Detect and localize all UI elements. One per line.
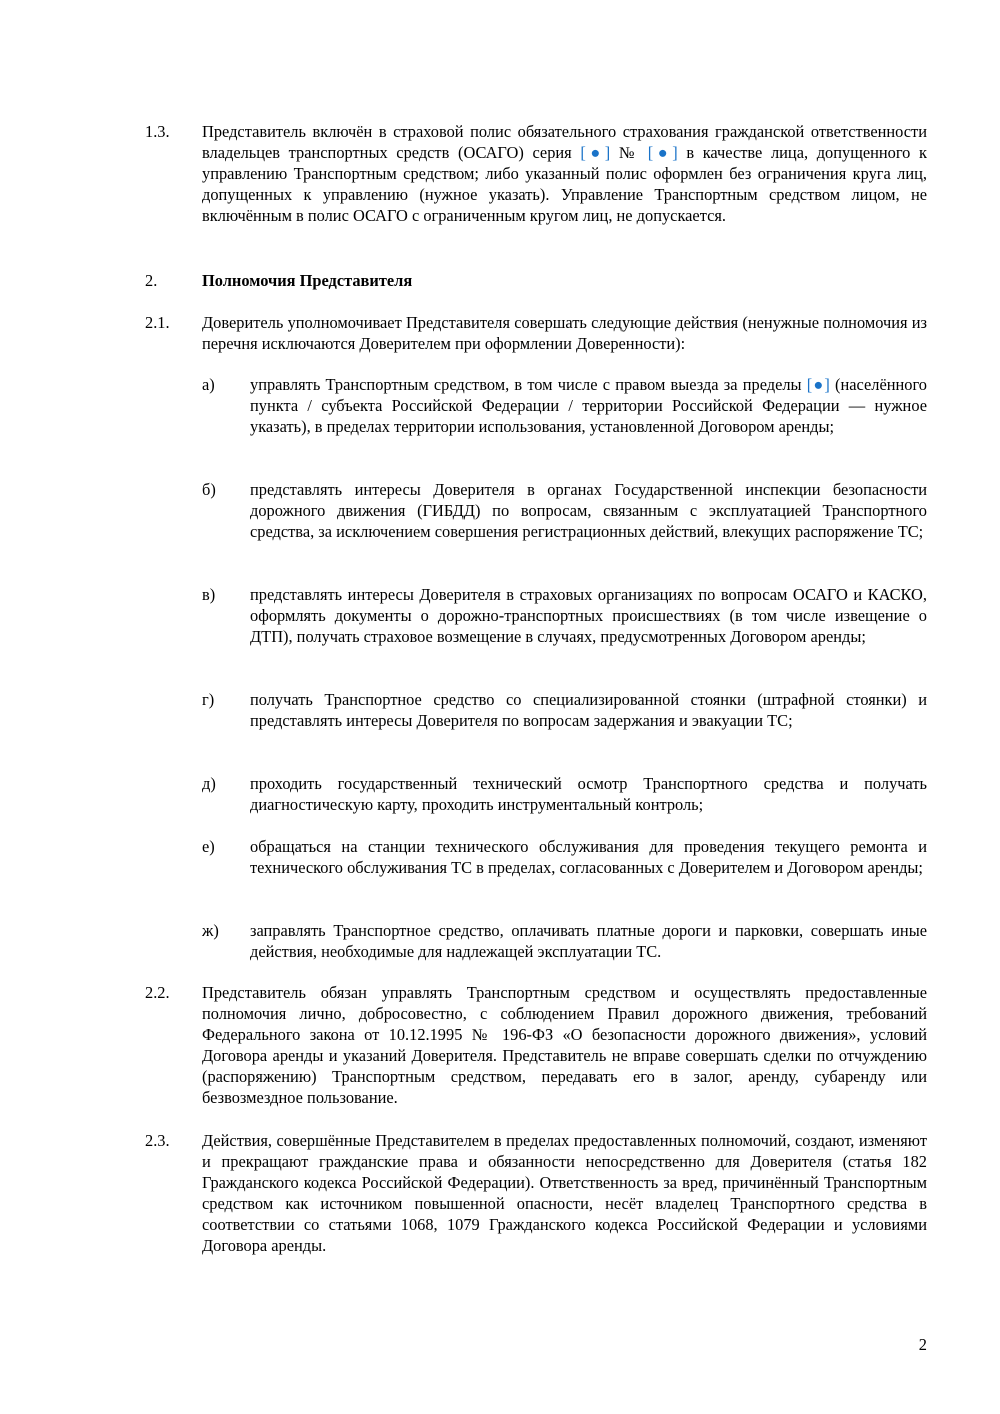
section-heading-2 bbox=[145, 270, 927, 291]
clause-text: Представитель обязан управлять Транспортным средством и осуществлять предоставленные полномочия лично, добросовестно, с соблюдением Правил дорожного движения, требований Федерального закона от 10.12.1995 № 196-ФЗ «О безопасности дорожного движения», условий Договора аренды и указаний Доверителя. Представитель не вправе совершать сделки по отчуждению (распоряжению) Транспортным средством, передавать его в залог, аренду, субаренду или безвозмездное пользование. bbox=[202, 983, 927, 1107]
list-item-letter: е) bbox=[202, 837, 215, 856]
list-item-text: управлять Транспортным средством, в том числе с правом выезда за пределы [●] (населённого пункта / субъекта Российской Федерации / территории Российской Федерации — нужное указать), в пределах территории использования, установленной Договором аренды; bbox=[250, 375, 927, 436]
list-item-letter: в) bbox=[202, 585, 216, 604]
clause-text: Действия, совершённые Представителем в пределах предоставленных полномочий, создают, изменяют и прекращают гражданские права и обязанности непосредственно для Доверителя (статья 182 Гражданского кодекса Российской Федерации). Ответственность за вред, причинённый Транспортным средством как источником повышенной опасности, несёт владелец Транспортного средства в соответствии со статьями 1068, 1079 Гражданского кодекса Российской Федерации и условиями Договора аренды. bbox=[202, 1131, 927, 1255]
list-item-text: заправлять Транспортное средство, оплачивать платные дороги и парковки, совершать иные действия, необходимые для надлежащей эксплуатации ТС. bbox=[250, 921, 927, 961]
clause-2-1 bbox=[145, 312, 927, 354]
section-number: 2. bbox=[145, 271, 158, 290]
clause-2-2 bbox=[145, 982, 927, 1108]
list-item-letter: ж) bbox=[202, 921, 219, 940]
list-item-g bbox=[202, 689, 927, 731]
clause-number: 2.1. bbox=[145, 313, 170, 332]
list-item-text: представлять интересы Доверителя в органах Государственной инспекции безопасности дорожного движения (ГИБДД) по вопросам, связанным с эксплуатацией Транспортного средства, за исключением совершения регистрационных действий, влекущих распоряжение ТС; bbox=[250, 480, 927, 541]
placeholder-series: [●] bbox=[580, 143, 611, 162]
clause-1-3 bbox=[145, 121, 927, 226]
list-item-text: проходить государственный технический осмотр Транспортного средства и получать диагностическую карту, проходить инструментальный контроль; bbox=[250, 774, 927, 814]
list-item-a bbox=[202, 374, 927, 437]
clause-text: Доверитель уполномочивает Представителя совершать следующие действия (ненужные полномочия из перечня исключаются Доверителем при оформлении Доверенности): bbox=[202, 313, 927, 353]
clause-number: 2.2. bbox=[145, 983, 170, 1002]
clause-number: 2.3. bbox=[145, 1131, 170, 1150]
list-item-b bbox=[202, 479, 927, 542]
list-item-d bbox=[202, 773, 927, 815]
list-item-e bbox=[202, 836, 927, 878]
clause-number: 1.3. bbox=[145, 122, 170, 141]
list-item-letter: г) bbox=[202, 690, 215, 709]
page-number: 2 bbox=[918, 1335, 927, 1354]
list-item-v bbox=[202, 584, 927, 647]
section-title: Полномочия Представителя bbox=[202, 271, 413, 290]
clause-text: Представитель включён в страховой полис обязательного страхования гражданской ответственности владельцев транспортных средств (ОСАГО) серия [●] № [●] в качестве лица, допущенного к управлению Транспортным средством; либо указанный полис оформлен без ограничения круга лиц, допущенных к управлению (нужное указать). Управление Транспортным средством лицом, не включённым в полис ОСАГО с ограниченным кругом лиц, не допускается. bbox=[202, 122, 927, 225]
placeholder-territory: [●] bbox=[806, 375, 830, 394]
list-item-text: получать Транспортное средство со специализированной стоянки (штрафной стоянки) и представлять интересы Доверителя по вопросам задержания и эвакуации ТС; bbox=[250, 690, 927, 730]
placeholder-number: [●] bbox=[647, 143, 678, 162]
list-item-letter: б) bbox=[202, 480, 216, 499]
list-item-letter: д) bbox=[202, 774, 216, 793]
clause-2-3 bbox=[145, 1130, 927, 1256]
list-item-text: обращаться на станции технического обслуживания для проведения текущего ремонта и технического обслуживания ТС в пределах, согласованных с Доверителем и Договором аренды; bbox=[250, 837, 927, 877]
list-item-letter: а) bbox=[202, 375, 215, 394]
list-item-text: представлять интересы Доверителя в страховых организациях по вопросам ОСАГО и КАСКО, оформлять документы о дорожно-транспортных происшествиях (в том числе извещение о ДТП), получать страховое возмещение в случаях, предусмотренных Договором аренды; bbox=[250, 585, 927, 646]
list-item-zh bbox=[202, 920, 927, 962]
